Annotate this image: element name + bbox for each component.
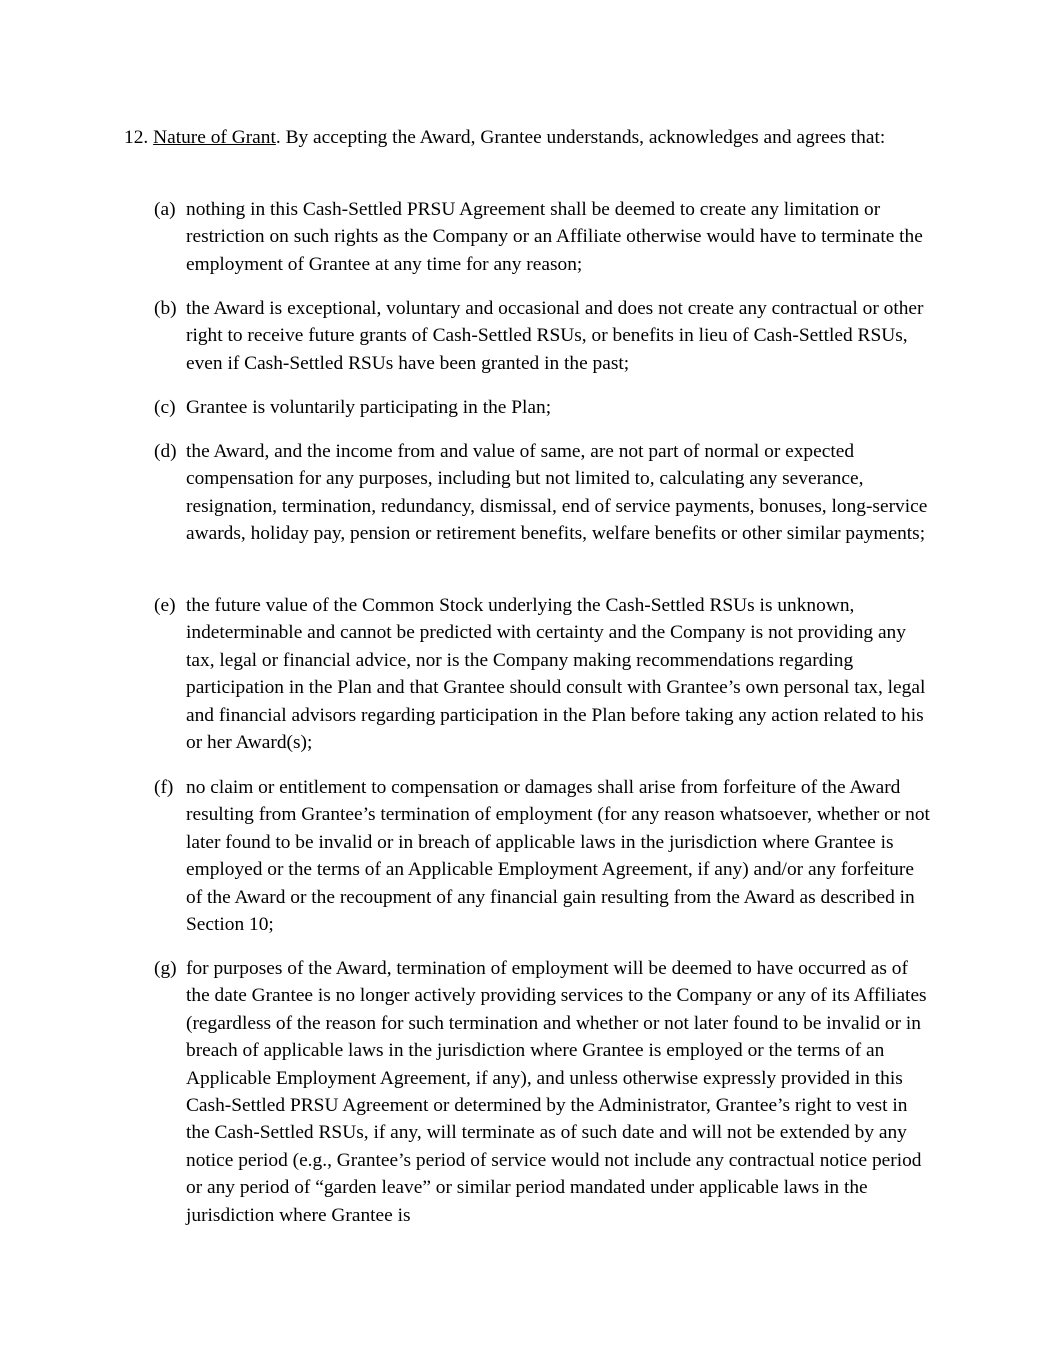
section-title: Nature of Grant [153,127,276,148]
clause-e [154,592,944,756]
section-heading [124,124,914,151]
section-number: 12. [124,127,149,148]
clause-text: no claim or entitlement to compensation or damages shall arise from forfeiture of the Award resulting from Grantee’s termination of employment (for any reason whatsoever, whether or not later found to be invalid or in breach of applicable laws in the jurisdiction where Grantee is employed or the terms of an Applicable Employment Agreement, if any) and/or any forfeiture of the Award or the recoupment of any financial gain resulting from the Award as described in Section 10; [186,777,930,936]
clause-a [154,196,944,278]
clause-marker: (e) [154,595,176,616]
clause-g [154,955,944,1229]
clause-c [154,394,944,421]
clause-d [154,438,944,548]
clause-text: for purposes of the Award, termination of employment will be deemed to have occurred as of the date Grantee is no longer actively providing services to the Company or any of its Affiliates (regardless of the reason for such termination and whether or not later found to be invalid or in breach of applicable laws in the jurisdiction where Grantee is employed or the terms of an Applicable Employment Agreement, if any), and unless otherwise expressly provided in this Cash-Settled PRSU Agreement or determined by the Administrator, Grantee’s right to vest in the Cash-Settled RSUs, if any, will terminate as of such date and will not be extended by any notice period (e.g., Grantee’s period of service would not include any contractual notice period or any period of “garden leave” or similar period mandated under applicable laws in the jurisdiction where Grantee is [186,958,927,1226]
clause-marker: (d) [154,441,177,462]
clause-marker: (b) [154,298,177,319]
clause-text: nothing in this Cash-Settled PRSU Agreement shall be deemed to create any limitation or restriction on such rights as the Company or an Affiliate otherwise would have to terminate the employment of Grantee at any time for any reason; [186,199,923,275]
clause-text: the Award is exceptional, voluntary and occasional and does not create any contractual or other right to receive future grants of Cash-Settled RSUs, or benefits in lieu of Cash-Settled RSUs, even if Cash-Settled RSUs have been granted in the past; [186,298,924,374]
clause-marker: (a) [154,199,176,220]
clause-marker: (f) [154,777,174,798]
clause-marker: (g) [154,958,177,979]
clause-b [154,295,944,377]
clause-f [154,774,944,938]
clause-text: the Award, and the income from and value of same, are not part of normal or expected compensation for any purposes, including but not limited to, calculating any severance, resignation, termination, redundancy, dismissal, end of service payments, bonuses, long-service awards, holiday pay, pension or retirement benefits, welfare benefits or other similar payments; [186,441,928,545]
clause-text: the future value of the Common Stock underlying the Cash-Settled RSUs is unknown, indeterminable and cannot be predicted with certainty and the Company is not providing any tax, legal or financial advice, nor is the Company making recommendations regarding participation in the Plan and that Grantee should consult with Grantee’s own personal tax, legal and financial advisors regarding participation in the Plan before taking any action related to his or her Award(s); [186,595,926,754]
clause-marker: (c) [154,397,176,418]
clause-text: Grantee is voluntarily participating in the Plan; [186,397,552,418]
section-intro: . By accepting the Award, Grantee understands, acknowledges and agrees that: [275,127,886,148]
